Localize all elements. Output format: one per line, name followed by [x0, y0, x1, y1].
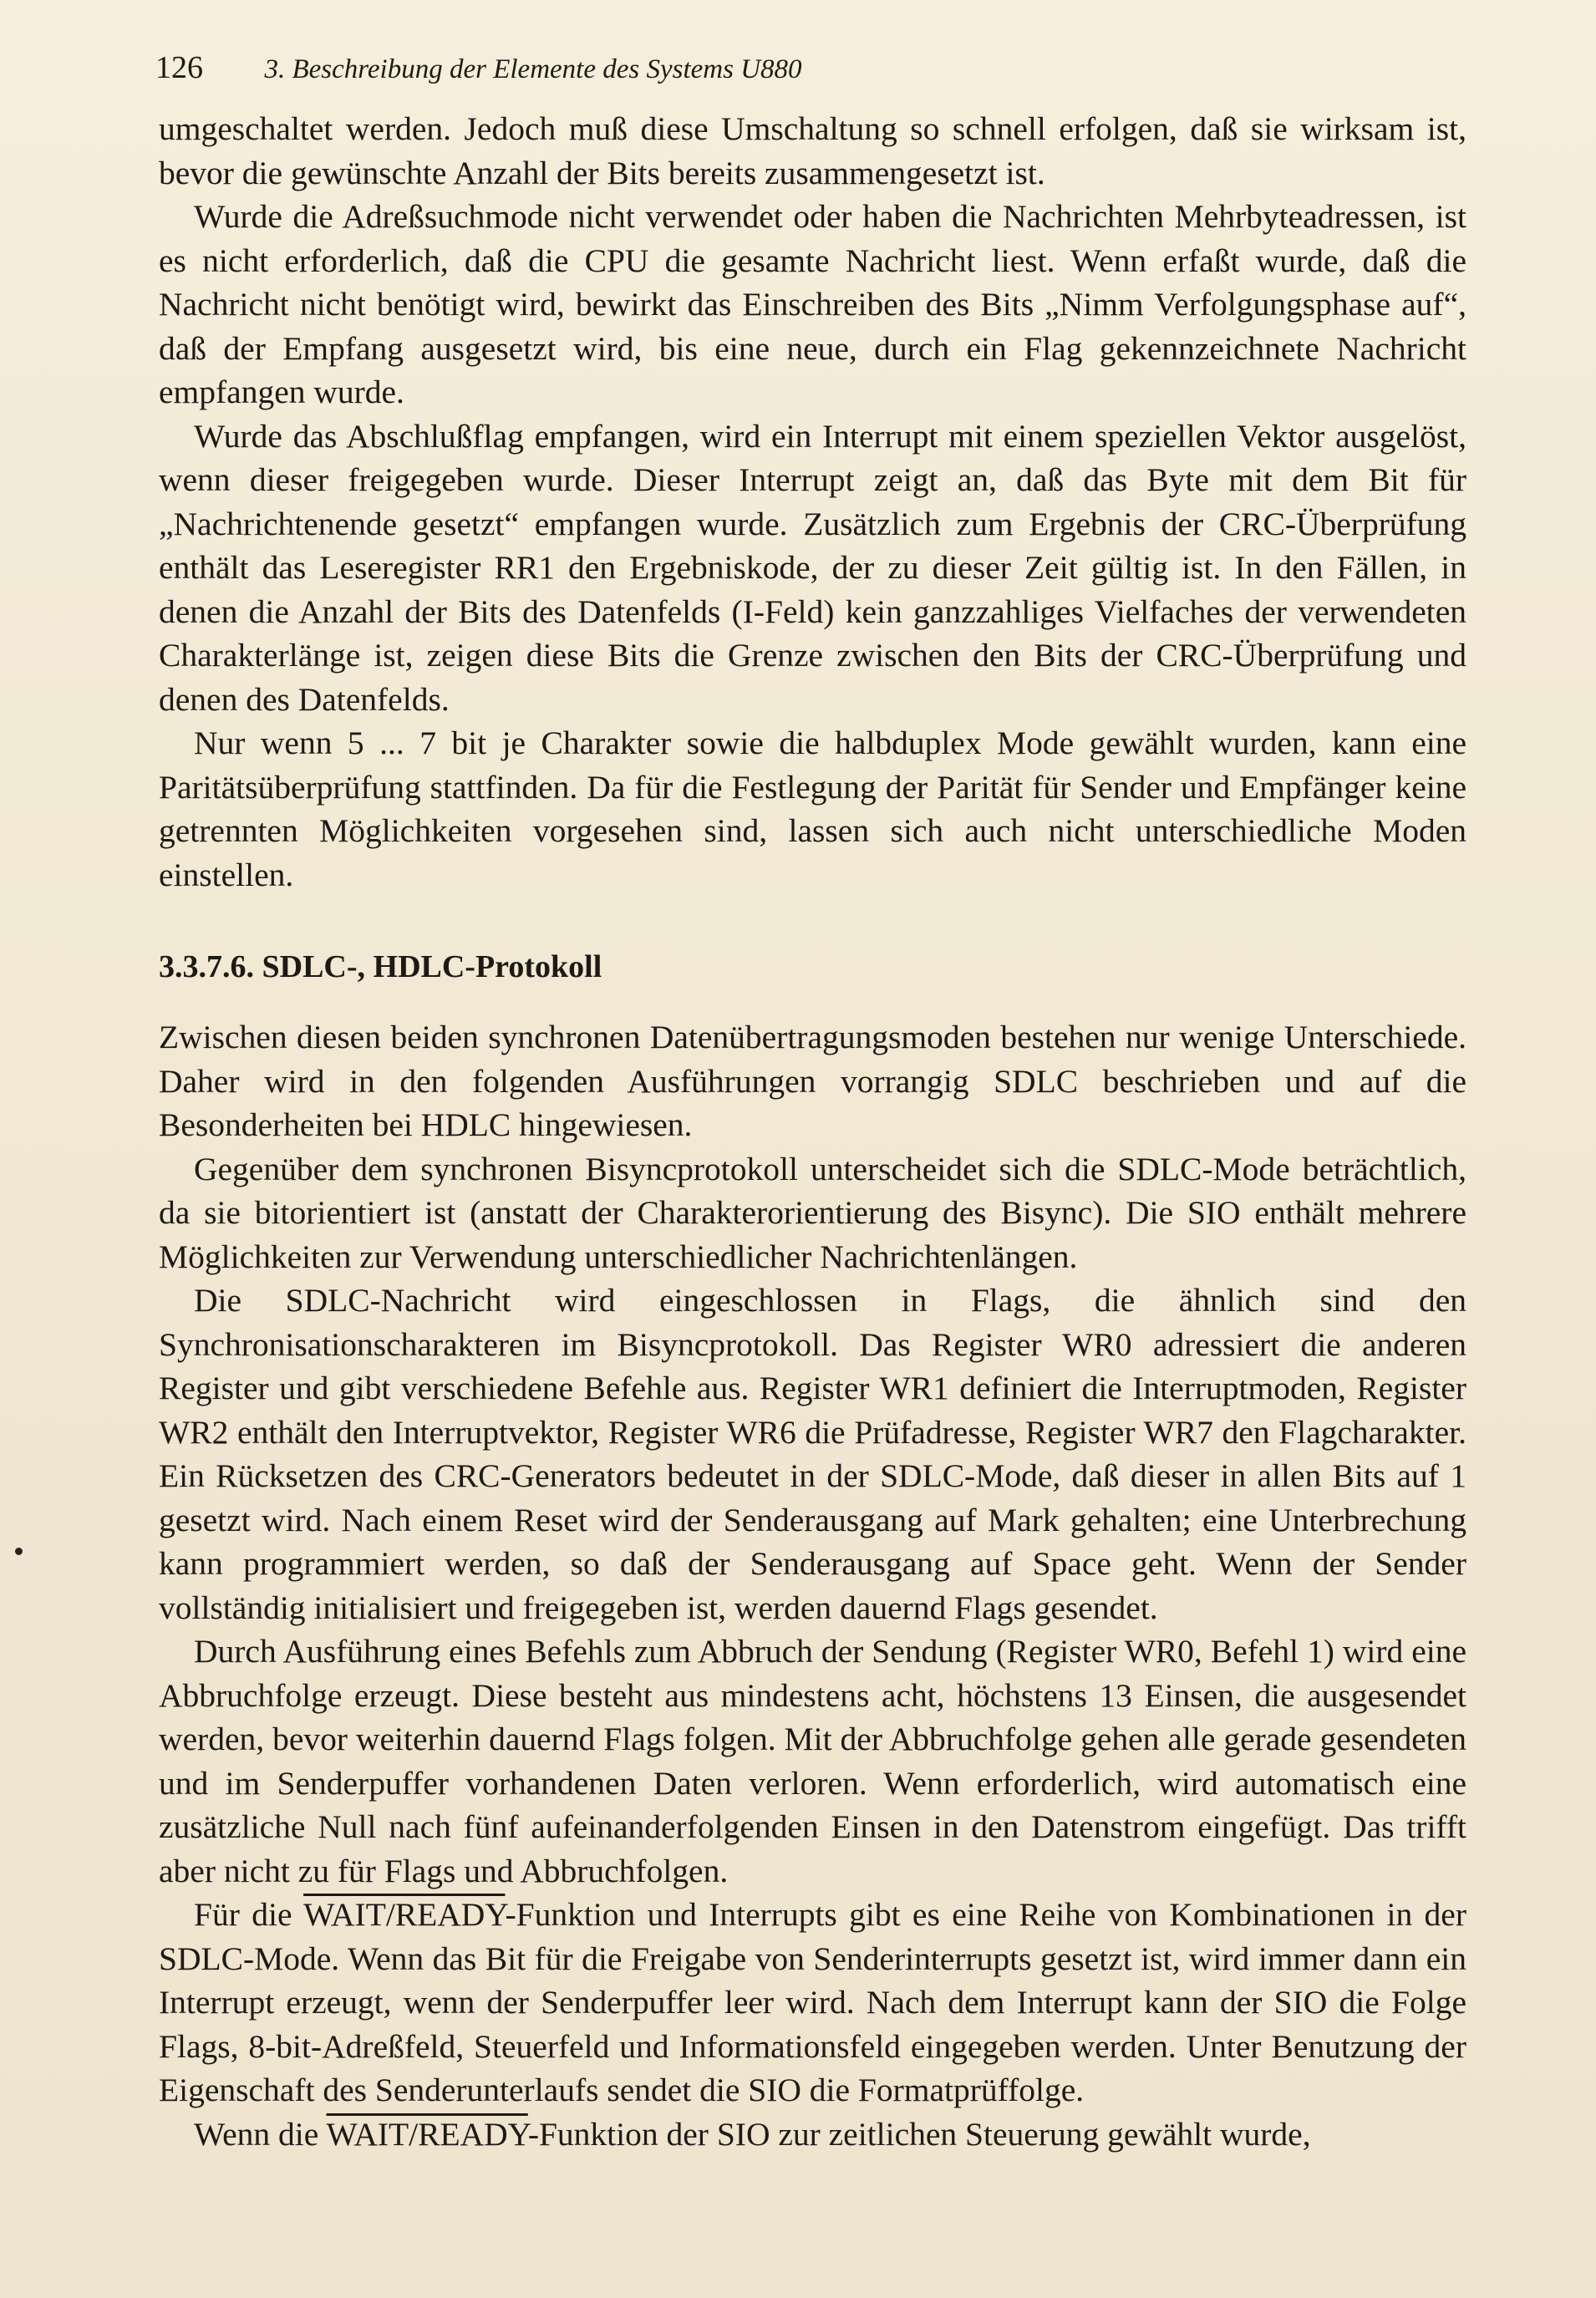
paragraph: Gegenüber dem synchronen Bisyncprotokoll unterscheidet sich die SDLC-Mode beträchtlich, da sie bitorientiert ist (anstatt der Charakterorientierung des Bisync). Die SIO enthält mehrere Möglichkeiten zur Verwendung unterschiedlicher Nachrichtenlängen. — [159, 1150, 1466, 1275]
paragraph: umgeschaltet werden. Jedoch muß diese Umschaltung so schnell erfolgen, daß sie wirksam ist, bevor die gewünschte Anzahl der Bits bereits zusammengesetzt ist. — [159, 110, 1466, 191]
signal-name-overlined: WAIT/READY — [303, 1896, 506, 1933]
last-paragraph — [159, 2112, 1466, 2157]
page-header — [155, 48, 802, 89]
text-run: Für die — [194, 1896, 304, 1933]
paragraph: Wurde die Adreßsuchmode nicht verwendet oder haben die Nachrichten Mehrbyteadressen, ist es nicht erforderlich, daß die CPU die gesamte Nachricht liest. Wenn erfaßt wurde, daß die Nachricht nicht benötigt wird, bewirkt das Einschreiben des Bits „Nimm Verfolgungsphase auf“, daß der Empfang ausgesetzt wird, bis eine neue, durch ein Flag gekennzeichnete Nachricht empfangen wurde. — [159, 198, 1466, 410]
text-run: -Funktion der SIO zur zeitlichen Steuerung gewählt wurde, — [527, 2115, 1311, 2153]
paragraph: Durch Ausführung eines Befehls zum Abbruch der Sendung (Register WR0, Befehl 1) wird eine Abbruchfolge erzeugt. Diese besteht aus mindestens acht, höchstens 13 Einsen, die ausgesendet werden, bevor weiterhin dauernd Flags folgen. Mit der Abbruchfolge gehen alle gerade gesendeten und im Senderpuffer vorhandenen Daten verloren. Wenn erforderlich, wird automatisch eine zusätzliche Null nach fünf aufeinanderfolgenden Einsen in den Datenstrom eingefügt. Das trifft aber nicht zu für Flags und Abbruchfolgen. — [159, 1633, 1466, 1889]
page-body — [159, 107, 1466, 2156]
margin-speck — [15, 1548, 23, 1555]
paragraph: Die SDLC-Nachricht wird eingeschlossen in Flags, die ähnlich sind den Synchronisationscharakteren im Bisyncprotokoll. Das Register WR0 adressiert die anderen Register und gibt verschiedene Befehle aus. Register WR1 definiert die Interruptmoden, Register WR2 enthält den Interruptvektor, Register WR6 die Prüfadresse, Register WR7 den Flagcharakter. Ein Rücksetzen des CRC-Generators bedeutet in der SDLC-Mode, daß dieser in allen Bits auf 1 gesetzt wird. Nach einem Reset wird der Senderausgang auf Mark gehalten; eine Unterbrechung kann programmiert werden, so daß der Senderausgang auf Space geht. Wenn der Sender vollständig initialisiert und freigegeben ist, werden dauernd Flags gesendet. — [159, 1282, 1466, 1626]
paragraph: Zwischen diesen beiden synchronen Datenübertragungsmoden bestehen nur wenige Unterschiede. Daher wird in den folgenden Ausführungen vorrangig SDLC beschrieben und auf die Besonderheiten bei HDLC hingewiesen. — [159, 1019, 1466, 1143]
text-run: -Funktion und Interrupts gibt es eine Reihe von Kombinationen in der SDLC-Mode. Wenn das Bit für die Freigabe von Senderinterrupts gesetzt ist, wird immer dann ein Interrupt erzeugt, wenn der Senderpuffer leer wird. Nach dem Interrupt kann der SIO die Folge Flags, 8-bit-Adreßfeld, Steuerfeld und Informationsfeld eingegeben werden. Unter Benutzung der Eigenschaft des Senderunterlaufs sendet die SIO die Formatprüffolge. — [159, 1896, 1466, 2108]
page-number: 126 — [155, 50, 203, 85]
paragraph: Nur wenn 5 ... 7 bit je Charakter sowie die halbduplex Mode gewählt wurden, kann eine Paritätsüberprüfung stattfinden. Da für die Festlegung der Parität für Sender und Empfänger keine getrennten Möglichkeiten vorgesehen sind, lassen sich auch nicht unterschiedliche Moden einstellen. — [159, 724, 1466, 893]
running-title: 3. Beschreibung der Elemente des Systems U880 — [264, 54, 802, 84]
text-run: Wenn die — [194, 2115, 327, 2153]
wait-ready-paragraph — [159, 1893, 1466, 2112]
paragraph: Wurde das Abschlußflag empfangen, wird ein Interrupt mit einem speziellen Vektor ausgelöst, wenn dieser freigegeben wurde. Dieser Interrupt zeigt an, daß das Byte mit dem Bit für „Nachrichtenende gesetzt“ empfangen wurde. Zusätzlich zum Ergebnis der CRC-Überprüfung enthält das Leseregister RR1 den Ergebniskode, der zu dieser Zeit gültig ist. In den Fällen, in denen die Anzahl der Bits des Datenfelds (I-Feld) kein ganzzahliges Vielfaches der verwendeten Charakterlänge ist, zeigen diese Bits die Grenze zwischen den Bits der CRC-Überprüfung und denen des Datenfelds. — [159, 417, 1466, 718]
signal-name-overlined: WAIT/READY — [326, 2115, 528, 2153]
section-heading: 3.3.7.6. SDLC-, HDLC-Protokoll — [159, 949, 602, 984]
